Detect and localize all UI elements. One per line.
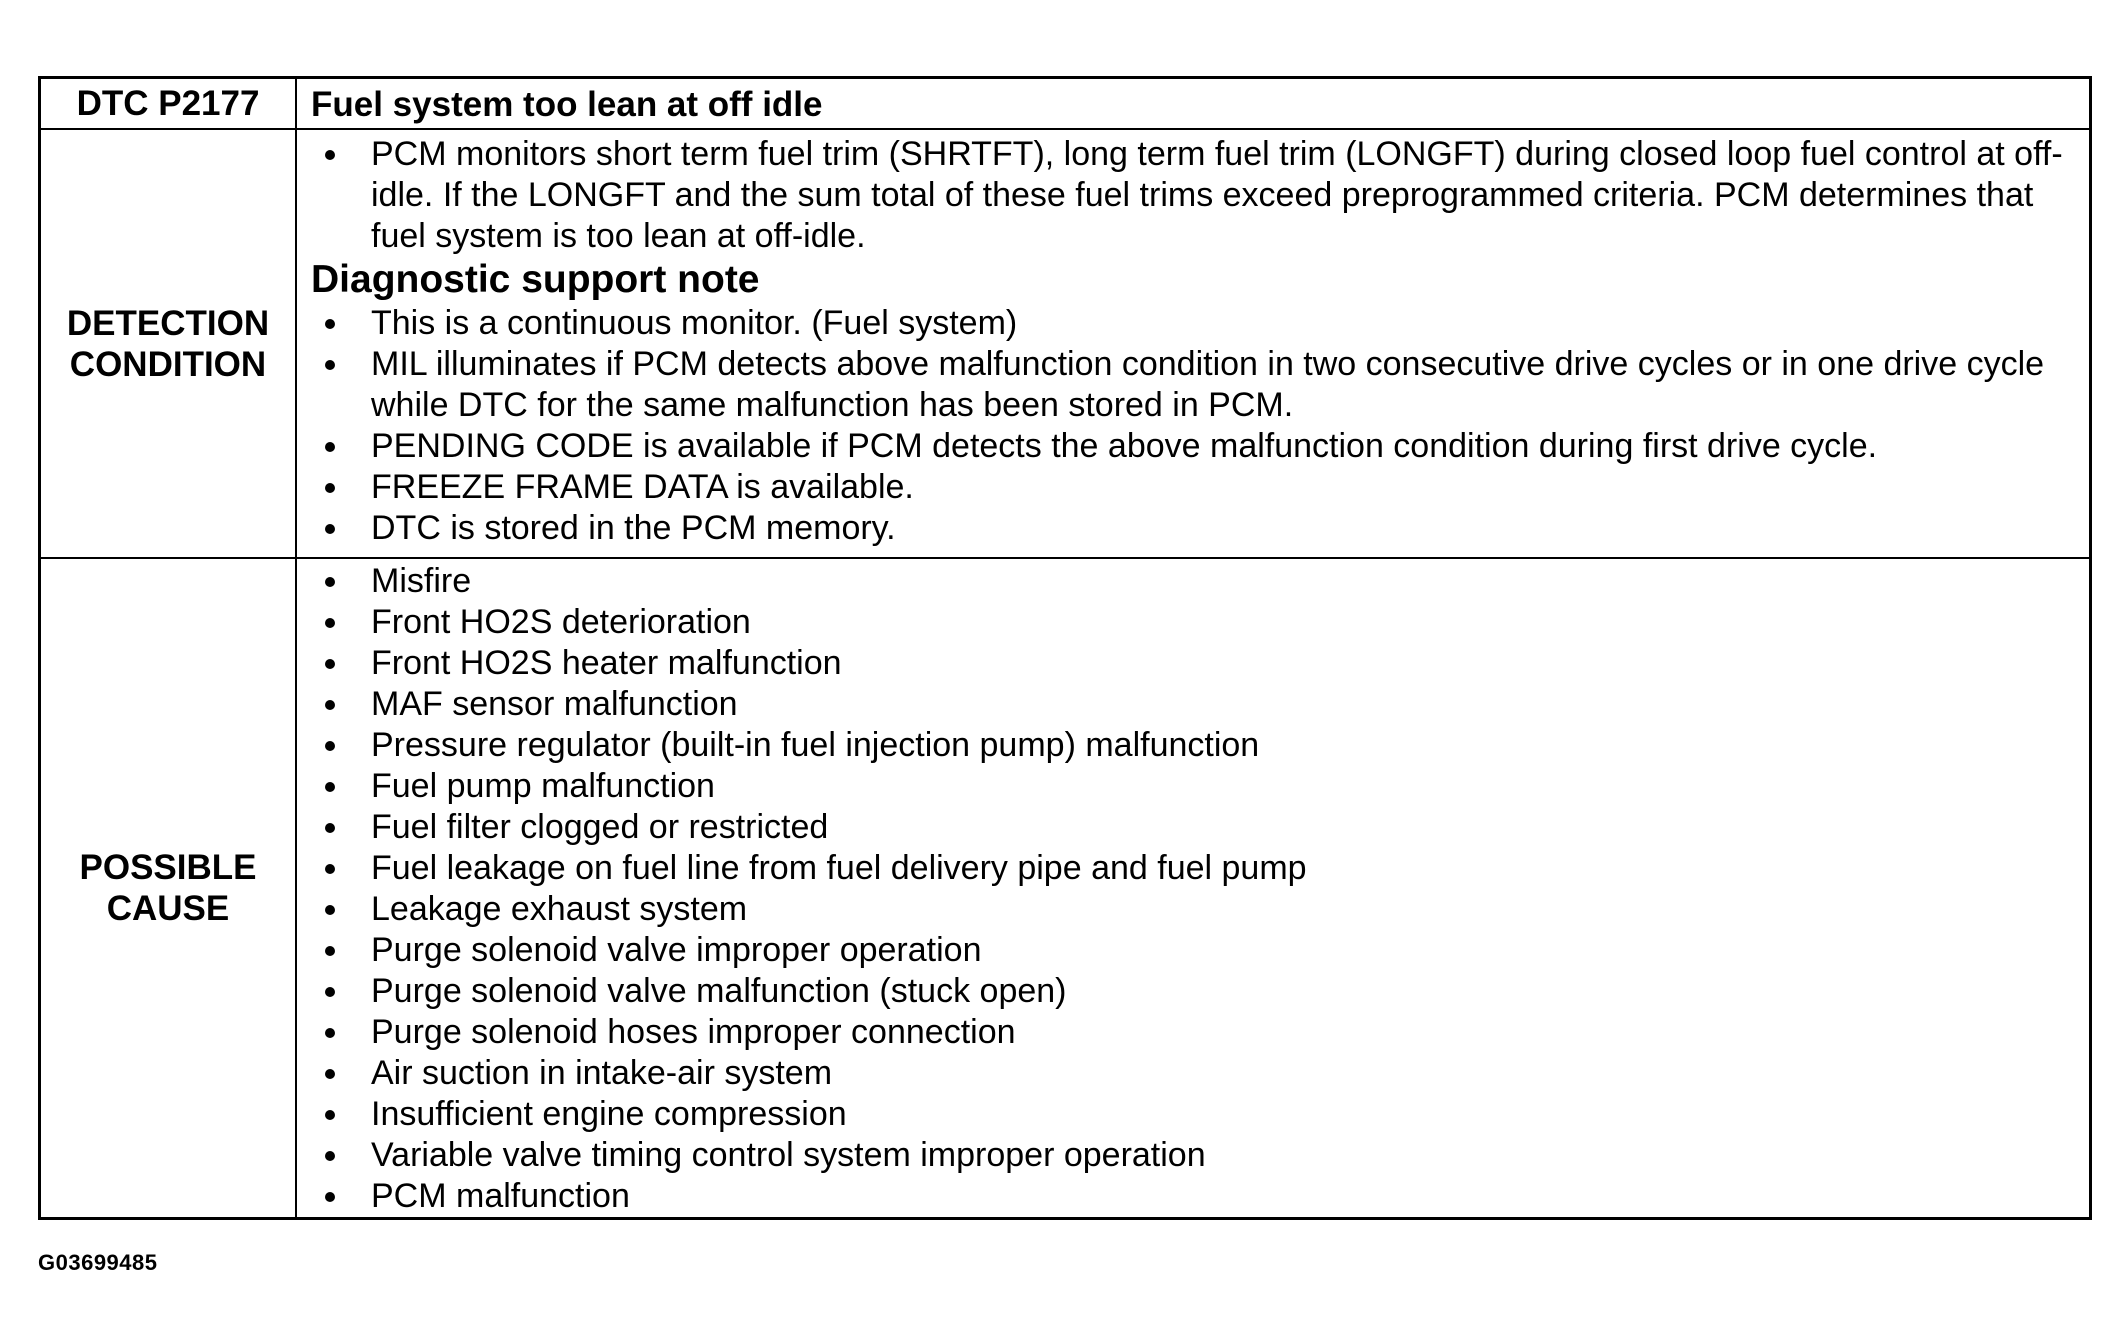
detection-condition-content (297, 130, 2089, 557)
figure-id: G03699485 (38, 1250, 158, 1275)
list-item: Purge solenoid hoses improper connection (297, 1012, 2089, 1053)
detection-condition-row (41, 130, 2089, 559)
list-item: Pressure regulator (built-in fuel injection pump) malfunction (297, 725, 2089, 766)
list-item: This is a continuous monitor. (Fuel system) (297, 303, 2089, 344)
list-item: Purge solenoid valve improper operation (297, 930, 2089, 971)
list-item: PCM monitors short term fuel trim (SHRTFT), long term fuel trim (LONGFT) during closed loop fuel control at off-idle. If the LONGFT and the sum total of these fuel trims exceed preprogrammed criteria. PCM determines that fuel system is too lean at off-idle. (297, 134, 2089, 257)
detection-label-line1: DETECTION (66, 303, 270, 343)
list-item: MIL illuminates if PCM detects above malfunction condition in two consecutive drive cycles or in one drive cycle while DTC for the same malfunction has been stored in PCM. (297, 344, 2089, 426)
list-item: FREEZE FRAME DATA is available. (297, 467, 2089, 508)
header-row (41, 79, 2089, 130)
list-item: PENDING CODE is available if PCM detects the above malfunction condition during first drive cycle. (297, 426, 2089, 467)
list-item: MAF sensor malfunction (297, 684, 2089, 725)
list-item: Front HO2S heater malfunction (297, 643, 2089, 684)
dtc-code-cell (41, 79, 297, 128)
list-item: DTC is stored in the PCM memory. (297, 508, 2089, 549)
diagnostic-note-list (297, 303, 2089, 549)
possible-cause-content (297, 559, 2089, 1217)
list-item: Purge solenoid valve malfunction (stuck open) (297, 971, 2089, 1012)
dtc-title: Fuel system too lean at off idle (311, 85, 823, 124)
detection-label-line2: CONDITION (69, 344, 267, 384)
list-item: Fuel leakage on fuel line from fuel delivery pipe and fuel pump (297, 848, 2089, 889)
dtc-table (38, 76, 2092, 1220)
cause-label-line1: POSSIBLE (79, 848, 257, 887)
list-item: Leakage exhaust system (297, 889, 2089, 930)
diagnostic-support-note-heading: Diagnostic support note (311, 258, 760, 301)
list-item: Variable valve timing control system improper operation (297, 1135, 2089, 1176)
dtc-title-cell (297, 79, 2089, 128)
list-item: Fuel filter clogged or restricted (297, 807, 2089, 848)
detection-condition-label (41, 130, 297, 557)
possible-cause-label (41, 559, 297, 1217)
list-item: PCM malfunction (297, 1176, 2089, 1217)
list-item: Misfire (297, 561, 2089, 602)
detection-list (297, 134, 2089, 257)
list-item: Air suction in intake-air system (297, 1053, 2089, 1094)
dtc-code: DTC P2177 (76, 84, 260, 123)
list-item: Front HO2S deterioration (297, 602, 2089, 643)
cause-list (297, 561, 2089, 1217)
cause-label-line2: CAUSE (106, 889, 230, 928)
list-item: Insufficient engine compression (297, 1094, 2089, 1135)
list-item: Fuel pump malfunction (297, 766, 2089, 807)
possible-cause-row (41, 559, 2089, 1217)
